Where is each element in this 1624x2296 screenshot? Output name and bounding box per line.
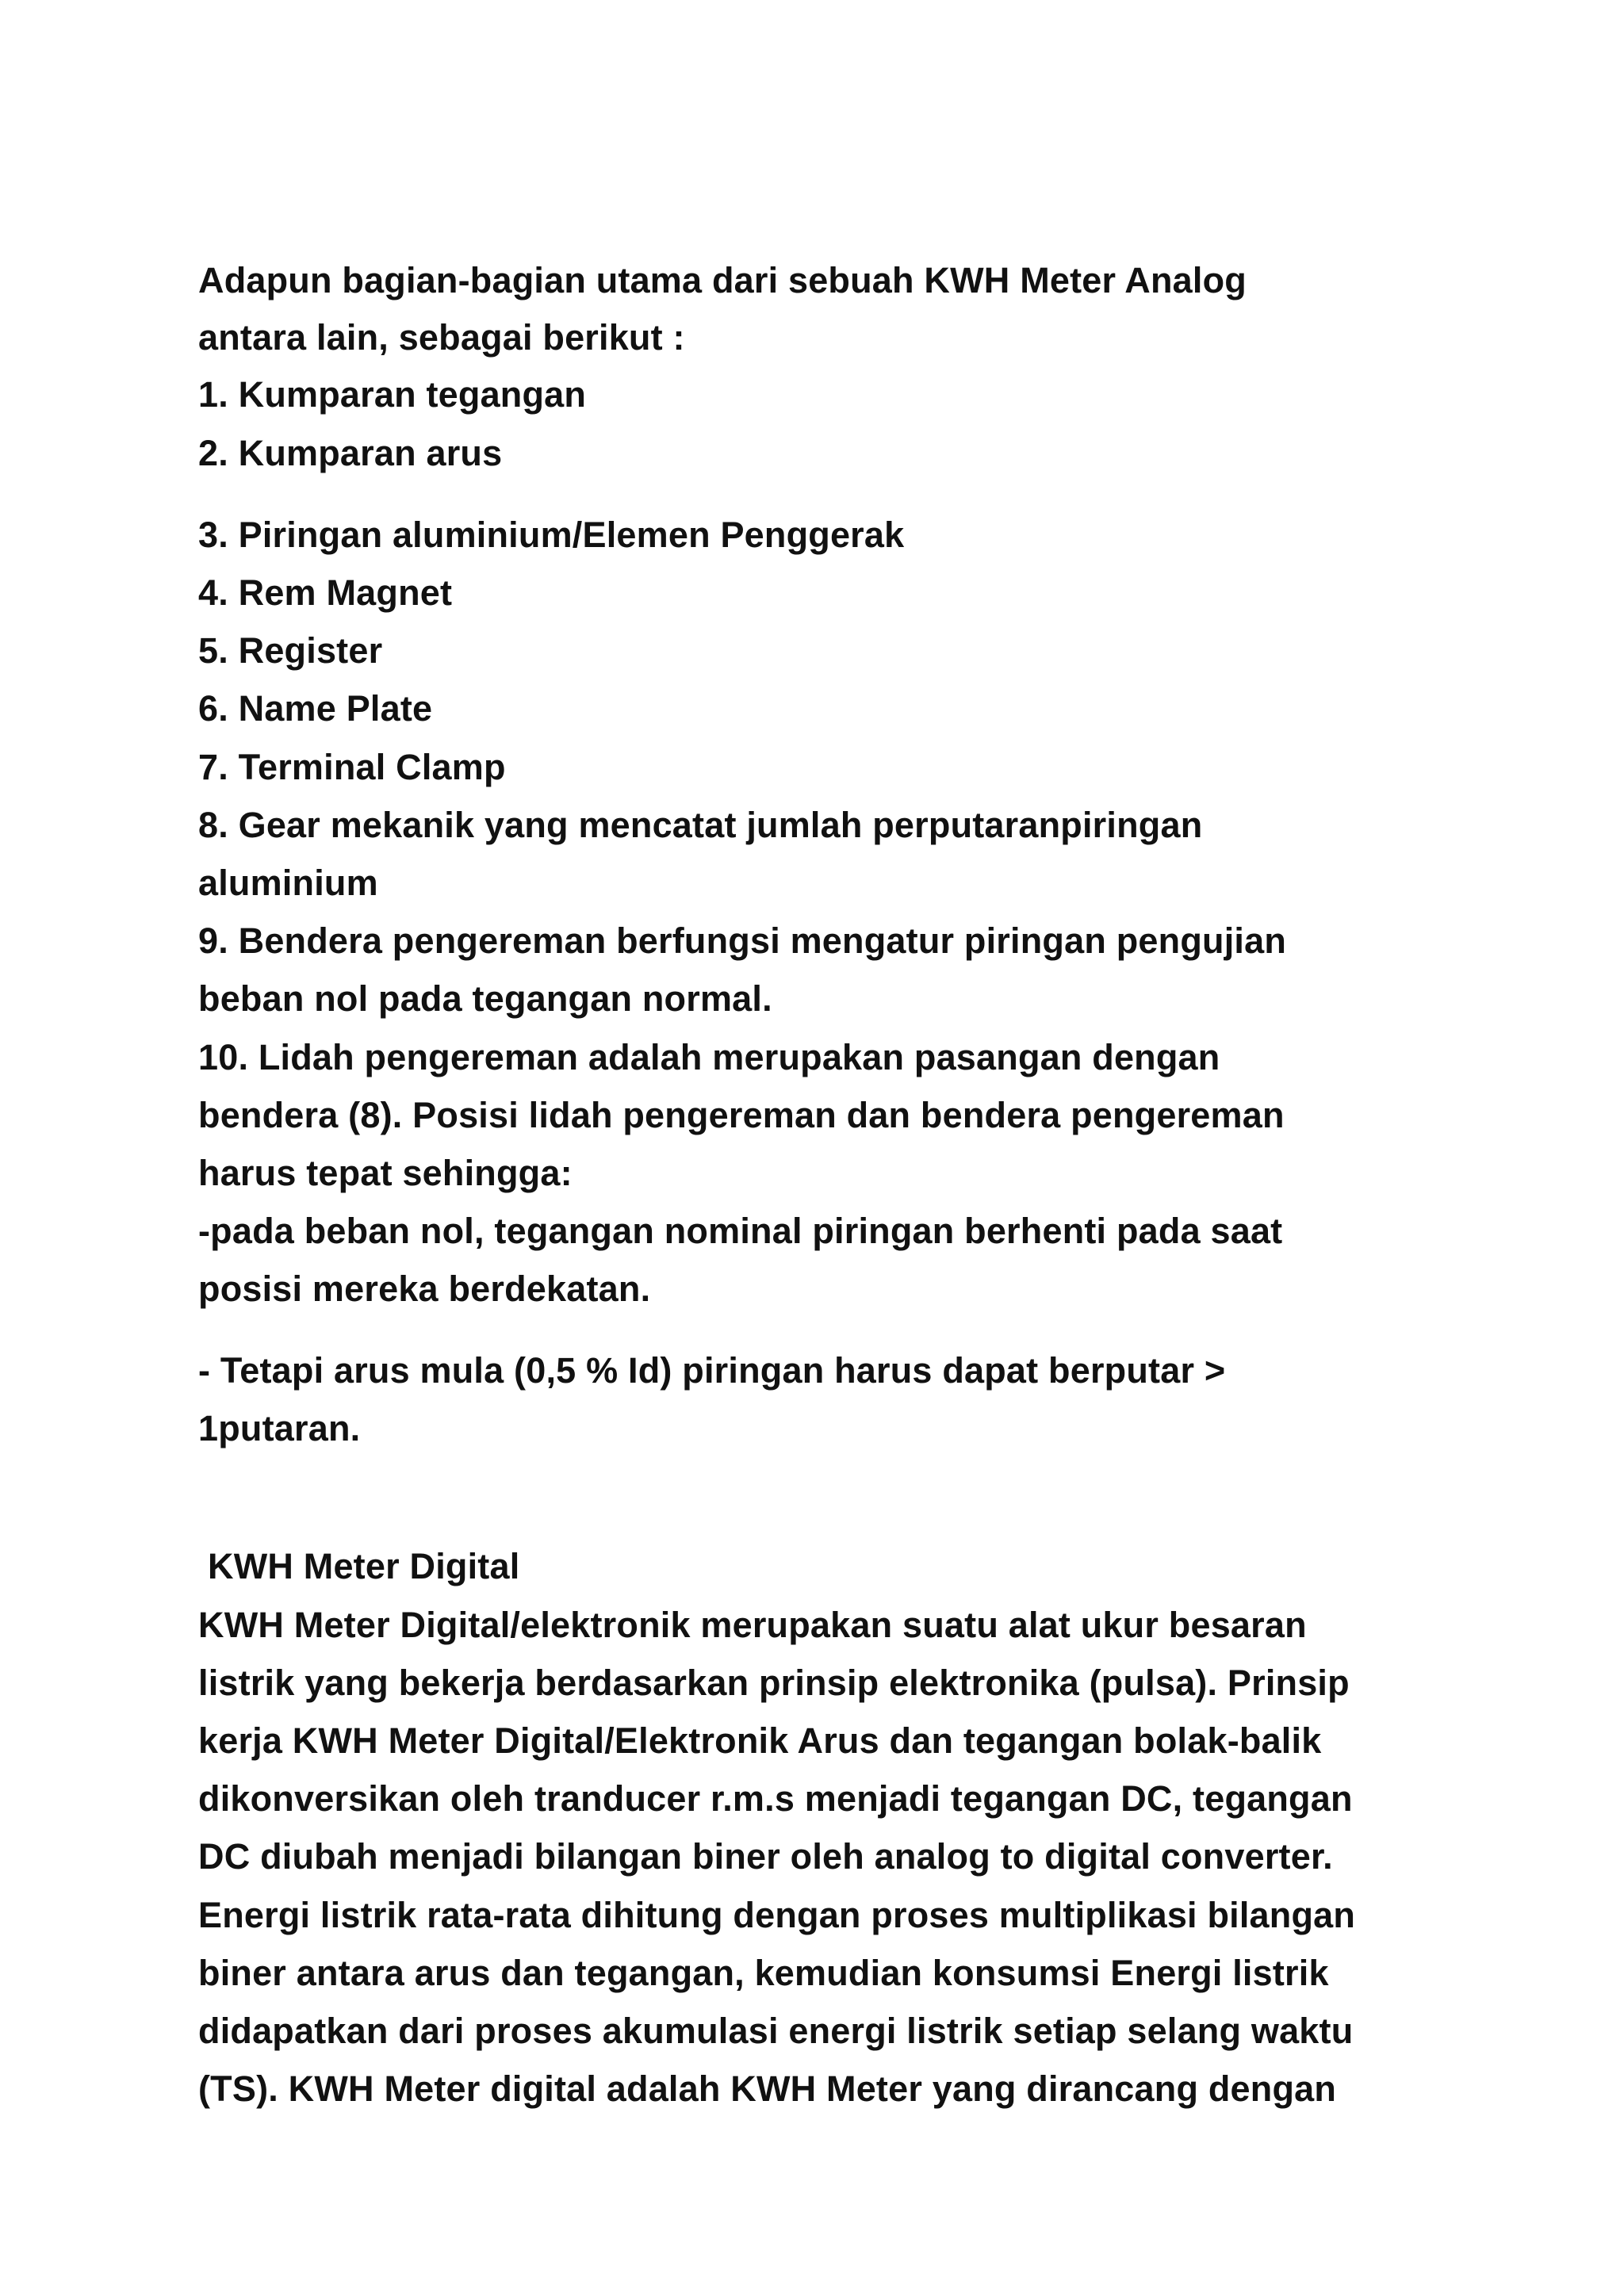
section-body-line: Energi listrik rata-rata dihitung dengan proses multiplikasi bilangan [198,1895,1356,1935]
section-body-line: didapatkan dari proses akumulasi energi listrik setiap selang waktu [198,2011,1354,2051]
list-item: 3. Piringan aluminium/Elemen Penggerak [198,515,905,555]
section-body-line: (TS). KWH Meter digital adalah KWH Meter yang dirancang dengan [198,2068,1337,2109]
list-item: aluminium [198,863,378,903]
section-body-line: dikonversikan oleh tranducer r.m.s menjadi tegangan DC, tegangan [198,1778,1353,1819]
list-item: harus tepat sehingga: [198,1153,573,1193]
list-item: -pada beban nol, tegangan nominal piringan berhenti pada saat [198,1211,1283,1251]
section-body-line: kerja KWH Meter Digital/Elektronik Arus dan tegangan bolak-balik [198,1720,1322,1761]
list-item: 6. Name Plate [198,688,433,729]
list-item: 9. Bendera pengereman berfungsi mengatur piringan pengujian [198,920,1287,961]
list-item: 7. Terminal Clamp [198,747,506,787]
section-body-line: biner antara arus dan tegangan, kemudian konsumsi Energi listrik [198,1953,1329,1993]
section-body-line: KWH Meter Digital/elektronik merupakan suatu alat ukur besaran [198,1605,1307,1645]
list-item: 5. Register [198,630,383,671]
list-item: 4. Rem Magnet [198,572,453,613]
section-body-line: DC diubah menjadi bilangan biner oleh analog to digital converter. [198,1836,1333,1877]
list-item: posisi mereka berdekatan. [198,1269,651,1309]
section-heading: KWH Meter Digital [208,1546,520,1586]
list-item: 2. Kumparan arus [198,433,503,473]
list-item: - Tetapi arus mula (0,5 % Id) piringan harus dapat berputar > [198,1350,1226,1391]
list-item: 8. Gear mekanik yang mencatat jumlah perputaranpiringan [198,805,1203,845]
list-item: 1. Kumparan tegangan [198,374,587,415]
list-item: beban nol pada tegangan normal. [198,978,772,1019]
intro-line: antara lain, sebagai berikut : [198,317,685,358]
list-item: 10. Lidah pengereman adalah merupakan pasangan dengan [198,1037,1220,1077]
section-body-line: listrik yang bekerja berdasarkan prinsip elektronika (pulsa). Prinsip [198,1663,1350,1703]
list-item: bendera (8). Posisi lidah pengereman dan bendera pengereman [198,1095,1285,1135]
intro-line: Adapun bagian-bagian utama dari sebuah KWH Meter Analog [198,260,1247,300]
list-item: 1putaran. [198,1408,361,1448]
